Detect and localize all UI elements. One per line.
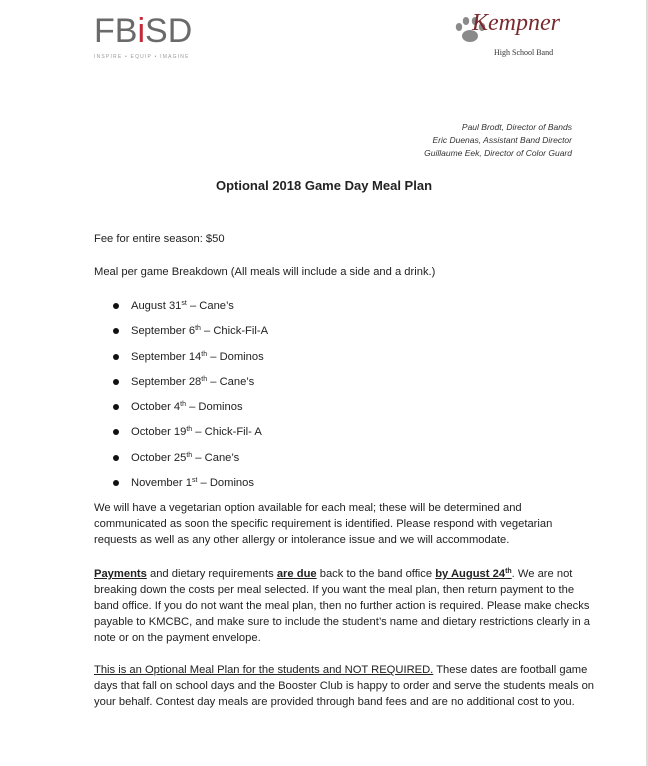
list-item (94, 474, 268, 499)
date-suffix: st (191, 477, 198, 485)
meal-restaurant: – Cane’s (186, 300, 234, 312)
meal-date: September 6 (131, 325, 196, 338)
meal-date: September 28 (131, 375, 202, 388)
bullet-icon (113, 429, 119, 435)
fbisd-tagline: INSPIRE • EQUIP • IMAGINE (94, 54, 190, 60)
payment-paragraph (94, 566, 594, 646)
staff-list (424, 121, 572, 160)
date-suffix: th (195, 325, 201, 333)
list-item (94, 423, 268, 448)
breakdown-intro: Meal per game Breakdown (All meals will include a side and a drink.) (94, 266, 436, 278)
band-logo-subtitle: High School Band (494, 48, 554, 57)
bullet-icon (113, 303, 119, 309)
due-date: by August 24 (435, 568, 506, 580)
date-suffix: th (505, 568, 512, 575)
payment-text: and dietary requirements (146, 568, 277, 580)
bullet-icon (113, 404, 119, 410)
kempner-band-logo (450, 10, 580, 70)
meal-date: August 31 (131, 300, 182, 312)
meal-restaurant: – Dominos (207, 350, 264, 363)
payment-text: back to the band office (316, 568, 436, 580)
meal-date: October 4 (131, 401, 181, 414)
bullet-icon (113, 379, 119, 385)
payment-text: . We are not breaking down the costs per meal selected. If you want the meal plan, then return payment to the band office. If you do not want the meal plan, then no further action is required. Please make checks payable to KMCBC, and make sure to include the student’s name and dietary restrictions clearly in a note or on the payment envelope. (94, 568, 591, 644)
optional-notice: This is an Optional Meal Plan for the students and NOT REQUIRED. (94, 664, 434, 676)
list-item (94, 373, 268, 398)
due-label: are due (276, 568, 317, 580)
meal-restaurant: – Chick-Fil-A (200, 325, 269, 338)
meal-restaurant: – Cane’s (207, 375, 255, 388)
list-item (94, 322, 268, 347)
fbisd-logo (94, 14, 194, 62)
optional-text: These dates are football game days that fall on school days and the Booster Club is happy to order and serve the students meals on your behalf. Contest day meals are provided through band fees and are no additional cost to you. (94, 664, 595, 708)
staff-line: Guillaume Eek, Director of Color Guard (424, 148, 572, 158)
meal-restaurant: – Dominos (197, 477, 254, 490)
date-suffix: th (201, 375, 208, 383)
date-suffix: th (201, 350, 208, 358)
bullet-icon (113, 354, 119, 360)
meal-date: October 19 (131, 426, 187, 439)
fbisd-wordmark: FB i SD (94, 12, 193, 50)
date-suffix: th (186, 451, 193, 459)
staff-line: Eric Duenas, Assistant Band Director (432, 135, 572, 145)
bullet-icon (113, 328, 119, 334)
meal-date: November 1 (131, 477, 192, 490)
meal-schedule-list (94, 297, 268, 499)
date-suffix: th (180, 401, 186, 409)
meal-restaurant: – Cane’s (192, 451, 240, 464)
page-title: Optional 2018 Game Day Meal Plan (215, 178, 433, 193)
staff-line: Paul Brodt, Director of Bands (461, 122, 572, 132)
list-item (94, 297, 268, 322)
optional-paragraph (94, 662, 594, 710)
list-item (94, 398, 268, 423)
date-suffix: th (186, 426, 193, 434)
bullet-icon (113, 480, 119, 486)
bullet-icon (113, 455, 119, 461)
list-item (94, 449, 268, 474)
vegetarian-paragraph: We will have a vegetarian option available for each meal; these will be determined and communicated as soon the specific requirement is identified. Please respond with vegetarian requests as well as any other allergy or intolerance issue and we will accommodate. (94, 502, 553, 546)
meal-date: October 25 (131, 451, 187, 464)
fee-line: Fee for entire season: $50 (94, 233, 225, 245)
list-item (94, 348, 268, 373)
band-logo-name: Kempner (472, 10, 560, 36)
meal-restaurant: – Chick-Fil- A (192, 426, 262, 439)
meal-restaurant: – Dominos (185, 401, 243, 414)
date-suffix: st (181, 300, 187, 307)
payments-label: Payments (94, 568, 147, 580)
meal-date: September 14 (131, 350, 202, 363)
